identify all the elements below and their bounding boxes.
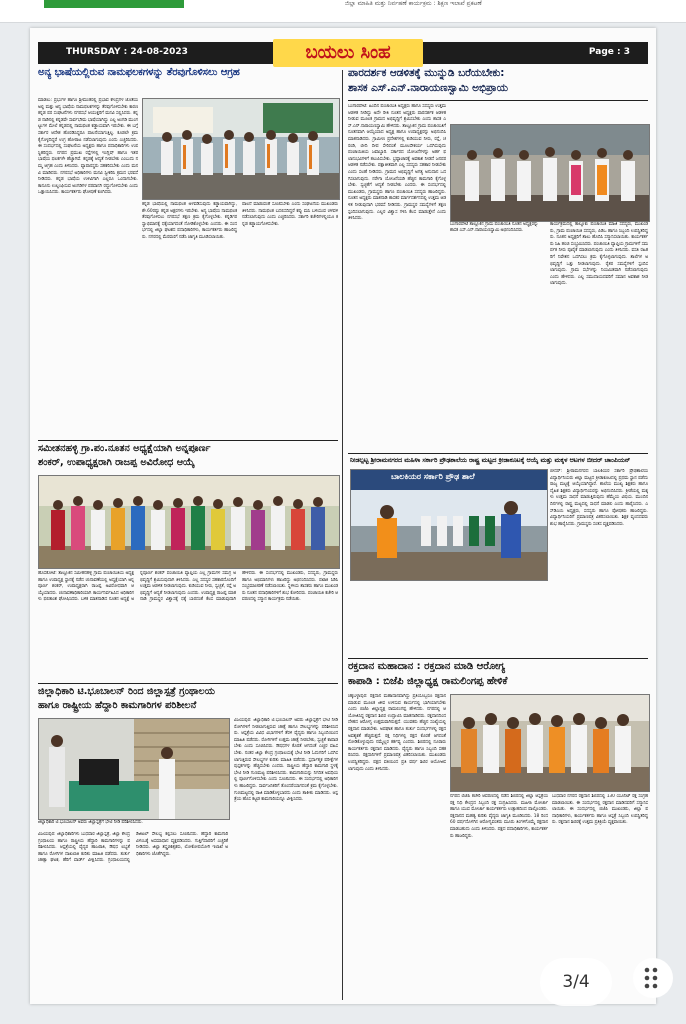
a2-body-left: ಬಂಗಾರಪೇಟೆ: ಹಿಂದಿನ ಪಂಚಾಯಿತಿ ಅಧ್ಯಕ್ಷರು ಹಾಗೂ ಸದಸ್ಯರು ಉತ್ತಮ ಆಡಳಿತ ನೀಡಿದ್ದು ಅದೇ ರೀತಿ ನೂತನ ಅಧ್ಯಕ್ಷರು ಪಾರದರ್ಶಕ ಆಡಳಿತ ನೀಡುವ ಮೂಲಕ ಗ್ರಾಮದ ಅಭಿವೃದ್ಧಿಗೆ ಶ್ರಮಿಸಬೇಕು ಎಂದು ಶಾಸಕ ಎಸ್.ಎನ್.ನಾರಾಯಣಸ್ವಾಮಿ ಹೇಳಿದರು. ತಾಲ್ಲೂಕಿನ ಗ್ರಾಮ ಪಂಚಾಯಿತಿಗೆ ನೂತನವಾಗಿ ಆಯ್ಕೆಯಾದ ಅಧ್ಯಕ್ಷ ಹಾಗೂ ಉಪಾಧ್ಯಕ್ಷರನ್ನು ಅಭಿನಂದಿಸಿ ಮಾತನಾಡಿದರು. ಗ್ರಾಮೀಣ ಪ್ರದೇಶಗಳಲ್ಲಿ ಕುಡಿಯುವ ನೀರು, ರಸ್ತೆ, ಚರಂಡಿ, ಬೀದಿ ದೀಪ ಸೇರಿದಂತೆ ಮೂಲಸೌಕರ್ಯ ಒದಗಿಸುವುದು ಪಂಚಾಯಿತಿಯ ಜವಾಬ್ದಾರಿ. ಸರ್ಕಾರದ ಯೋಜನೆಗಳನ್ನು ಅರ್ಹ ಫಲಾನುಭವಿಗಳಿಗೆ ತಲುಪಿಸಬೇಕು. ಭ್ರಷ್ಟಾಚಾರಕ್ಕೆ ಅವಕಾಶ ನೀಡದೆ ಜನಪರ ಆಡಳಿತ ನಡೆಸಬೇಕು. ಪಕ್ಷಾತೀತವಾಗಿ ಎಲ್ಲ ಸದಸ್ಯರು ಸಹಕಾರ ನೀಡಬೇಕು ಎಂದು ಸಲಹೆ ನೀಡಿದರು. ಗ್ರಾಮದ ಅಭಿವೃದ್ಧಿಗೆ ಅಗತ್ಯ ಅನುದಾನ ಒದಗಿಸಲಾಗುವುದು. ನರೇಗಾ ಯೋಜನೆಯಡಿ ಹೆಚ್ಚಿನ ಕಾಮಗಾರಿ ಕೈಗೊಳ್ಳಬೇಕು. ಸ್ವಚ್ಛತೆಗೆ ಆದ್ಯತೆ ನೀಡಬೇಕು ಎಂದರು. ಈ ಸಂದರ್ಭದಲ್ಲಿ ಮುಖಂಡರು, ಗ್ರಾಮಸ್ಥರು ಹಾಗೂ ಪಂಚಾಯಿತಿ ಸದಸ್ಯರು ಹಾಜರಿದ್ದರು. ನೂತನ ಅಧ್ಯಕ್ಷರು ಮಾತನಾಡಿ ಶಾಸಕರ ಮಾರ್ಗದರ್ಶನದಲ್ಲಿ ಉತ್ತಮ ಆಡಳಿತ ನೀಡುವುದಾಗಿ ಭರವಸೆ ನೀಡಿದರು. ಗ್ರಾಮಸ್ಥರ ಸಮಸ್ಯೆಗಳಿಗೆ ತಕ್ಷಣ ಸ್ಪಂದಿಸಲಾಗುವುದು. ಎಲ್ಲರ ವಿಶ್ವಾಸ ಗಳಿಸಿ ಕೆಲಸ ಮಾಡುತ್ತೇನೆ ಎಂದು ತಿಳಿಸಿದರು. (348, 104, 446, 222)
a2-caption: ಬಂಗಾರಪೇಟೆ ತಾಲ್ಲೂಕಿನ ಗ್ರಾಮ ಪಂಚಾಯಿತಿ ನೂತನ ಅಧ್ಯಕ್ಷರನ್ನು ಶಾಸಕ ಎಸ್.ಎನ್.ನಾರಾಯಣಸ್ವಾಮಿ ಅಭಿನಂದಿಸಿದರು. (450, 222, 539, 233)
a6-body-mid: ನಗರದ ಬಿಜೆಪಿ ಕಚೇರಿ ಆವರಣದಲ್ಲಿ ನಡೆದ ಶಿಬಿರದಲ್ಲಿ ಜಿಲ್ಲಾ ಆಸ್ಪತ್ರೆಯ ರಕ್ತ ನಿಧಿ ಕೇಂದ್ರದ ಸಿಬ್ಬಂದಿ ರಕ್ತ ಸಂಗ್ರಹಿಸಿದರು. ಮಹಿಳಾ ಮೋರ್ಚಾ ಹಾಗೂ ಯುವ ಮೋರ್ಚಾ ಕಾರ್ಯಕರ್ತರು ಉತ್ಸಾಹದಿಂದ ಪಾಲ್ಗೊಂಡರು. ರಕ್ತದಾನದ ಮಹತ್ವ ಕುರಿತು ವೈದ್ಯರು ಜಾಗೃತಿ ಮೂಡಿಸಿದರು. 18 ರಿಂದ 60 ವರ್ಷದೊಳಗಿನ ಆರೋಗ್ಯವಂತರು ಮೂರು ತಿಂಗಳಿಗೊಮ್ಮೆ ರಕ್ತದಾನ ಮಾಡಬಹುದು ಎಂದು ತಿಳಿಸಿದರು. ಪಕ್ಷದ ಪದಾಧಿಕಾರಿಗಳು, ಕಾರ್ಯಕರ್ತರು ಹಾಜರಿದ್ದರು. (450, 794, 548, 839)
a5-headline-line1: ಜಿಲ್ಲಾಧಿಕಾರಿ ಟಿ.ಭೂಬಾಲನ್ ರಿಂದ ಜಿಲ್ಲಾಸ್ಪತ್ರೆ ಗ್ರಂಥಾಲಯ (38, 686, 216, 697)
a4-body-right: ಬೀದರ್: ಶ್ರೀರಾಮನಗರದ ಬಾಲಕಿಯರ ಸರ್ಕಾರಿ ಪ್ರೌಢಶಾಲೆಯ ವಿದ್ಯಾರ್ಥಿನಿಯರು ಜಿಲ್ಲಾ ಮಟ್ಟದ ಕ್ರೀಡಾಕೂಟದಲ್ಲಿ ಪ್ರಥಮ ಸ್ಥಾನ ಪಡೆದು ರಾಜ್ಯ ಮಟ್ಟಕ್ಕೆ ಆಯ್ಕೆಯಾಗಿದ್ದಾರೆ. ಶಾಲೆಯ ಮುಖ್ಯ ಶಿಕ್ಷಕರು ಹಾಗೂ ದೈಹಿಕ ಶಿಕ್ಷಕರು ವಿದ್ಯಾರ್ಥಿನಿಯರನ್ನು ಅಭಿನಂದಿಸಿದರು. ಕ್ರೀಡೆಯಲ್ಲಿ ಮಕ್ಕಳು ಉತ್ತಮ ಸಾಧನೆ ಮಾಡುತ್ತಿರುವುದು ಹೆಮ್ಮೆಯ ವಿಷಯ. ಮುಂದಿನ ದಿನಗಳಲ್ಲಿ ರಾಷ್ಟ್ರ ಮಟ್ಟದಲ್ಲಿ ಸಾಧನೆ ಮಾಡಲಿ ಎಂದು ಹಾರೈಸಿದರು. ಎಸ್‌ಡಿಎಂಸಿ ಅಧ್ಯಕ್ಷರು, ಸದಸ್ಯರು ಹಾಗೂ ಪೋಷಕರು ಹಾಜರಿದ್ದರು. ವಿದ್ಯಾರ್ಥಿನಿಯರಿಗೆ ಪ್ರಮಾಣಪತ್ರ ವಿತರಿಸಲಾಯಿತು. ಶಿಕ್ಷಕ ವೃಂದದವರು ಶುಭ ಹಾರೈಸಿದರು. ಗ್ರಾಮಸ್ಥರು ಸಂತಸ ವ್ಯಕ್ತಪಡಿಸಿದರು. (550, 469, 648, 527)
a5-headline-line2: ಹಾಗೂ ರಾಷ್ಟ್ರೀಯ ಹೆದ್ದಾರಿ ಕಾಮಗಾರಿಗಳ ಪರಿಶೀಲನೆ (38, 700, 197, 711)
a1-body-mid: ಕನ್ನಡ ಭಾಷೆಯಲ್ಲಿ ನಾಮಫಲಕ ಅಳವಡಿಸುವುದು ಕಡ್ಡಾಯವಾಗಿದ್ದು, ಶೇ.60ರಷ್ಟು ಕನ್ನಡ ಅಕ್ಷರಗಳು ಇರಬೇಕು. ಅನ್ಯ ಭಾಷೆಯ ನಾಮಫಲಕ ತೆರವುಗೊಳಿಸಲು ನಗರಸಭೆ ತಕ್ಷಣ ಕ್ರಮ ಕೈಗೊಳ್ಳಬೇಕು. ಕನ್ನಡಿಗರ ಸ್ವಾಭಿಮಾನಕ್ಕೆ ಧಕ್ಕೆಯಾಗದಂತೆ ನೋಡಿಕೊಳ್ಳಬೇಕು ಎಂದರು. ಈ ಸಂದರ್ಭದಲ್ಲಿ ಜಿಲ್ಲಾ ಘಟಕದ ಪದಾಧಿಕಾರಿಗಳು, ಕಾರ್ಯಕರ್ತರು ಹಾಜರಿದ್ದರು. ನಗರದಲ್ಲಿ ಮೆರವಣಿಗೆ ನಡೆಸಿ ಜಾಗೃತಿ ಮೂಡಿಸಲಾಯಿತು. (142, 202, 237, 240)
a3-body: ಹೊಸಕೋಟೆ: ತಾಲ್ಲೂಕಿನ ಸಮೀತನಹಳ್ಳಿ ಗ್ರಾಮ ಪಂಚಾಯಿತಿಯ ಅಧ್ಯಕ್ಷ ಹಾಗೂ ಉಪಾಧ್ಯಕ್ಷ ಸ್ಥಾನಕ್ಕೆ ನಡೆದ ಚುನಾವಣೆಯಲ್ಲಿ ಅಧ್ಯಕ್ಷೆಯಾಗಿ ಅನ್ನಪೂರ್ಣ ಶಂಕರ್, ಉಪಾಧ್ಯಕ್ಷರಾಗಿ ರಾಜಪ್ಪ ಅವಿರೋಧವಾಗಿ ಆಯ್ಕೆಯಾದರು. ಚುನಾವಣಾಧಿಕಾರಿಯಾಗಿ ಕಾರ್ಯನಿರ್ವಹಿಸಿದ ಅಧಿಕಾರಿಗಳು ಫಲಿತಾಂಶ ಘೋಷಿಸಿದರು. ಬಳಿಕ ಮಾತನಾಡಿದ ನೂತನ ಅಧ್ಯಕ್ಷೆ ಅನ್ನಪೂರ್ಣ ಶಂಕರ್ ಪಂಚಾಯಿತಿ ವ್ಯಾಪ್ತಿಯ ಎಲ್ಲ ಗ್ರಾಮಗಳ ಸಮಗ್ರ ಅಭಿವೃದ್ಧಿಗೆ ಶ್ರಮಿಸುವುದಾಗಿ ತಿಳಿಸಿದರು. ಎಲ್ಲ ಸದಸ್ಯರ ಸಹಕಾರದೊಂದಿಗೆ ಉತ್ತಮ ಆಡಳಿತ ನೀಡಲಾಗುವುದು. ಕುಡಿಯುವ ನೀರು, ಸ್ವಚ್ಛತೆ, ರಸ್ತೆ ಅಭಿವೃದ್ಧಿಗೆ ಆದ್ಯತೆ ನೀಡಲಾಗುವುದು ಎಂದರು. ಉಪಾಧ್ಯಕ್ಷ ರಾಜಪ್ಪ ಮಾತನಾಡಿ ಗ್ರಾಮಸ್ಥರ ವಿಶ್ವಾಸಕ್ಕೆ ಧಕ್ಕೆ ಬಾರದಂತೆ ಕೆಲಸ ಮಾಡುವುದಾಗಿ ಹೇಳಿದರು. ಈ ಸಂದರ್ಭದಲ್ಲಿ ಮುಖಂಡರು, ಸದಸ್ಯರು, ಗ್ರಾಮಸ್ಥರು ಹಾಗೂ ಅಭಿಮಾನಿಗಳು ಹಾಜರಿದ್ದು ಅಭಿನಂದಿಸಿದರು. ಪಟಾಕಿ ಸಿಡಿಸಿ ಸಂಭ್ರಮಾಚರಣೆ ನಡೆಸಲಾಯಿತು. ಸ್ಥಳೀಯ ಶಾಸಕರು ಹಾಗೂ ಮುಖಂಡರು ನೂತನ ಪದಾಧಿಕಾರಿಗಳಿಗೆ ಶುಭ ಕೋರಿದರು. ಪಂಚಾಯಿತಿ ಕಚೇರಿ ಆವರಣದಲ್ಲಿ ಸನ್ಮಾನ ಕಾರ್ಯಕ್ರಮ ನಡೆಯಿತು. (38, 571, 338, 603)
a1-photo (142, 98, 340, 200)
column-divider (342, 70, 343, 1000)
page-indicator[interactable]: 3/4 (540, 958, 612, 1006)
a6-photo (450, 694, 650, 792)
a1-body-left: ಮಾಡಲು: ಪ್ರಭುಗಳ ಹಾಗೂ ಶ್ರೀಮಂತರಲ್ಲಿ ಪ್ರಭಾವ ಕೇಂದ್ರಗಳ ಜೊತೆಯ ಅಲ್ಲಿ ಮತ್ತು ಅನ್ಯ ಭಾಷೆಯ ನಾಮಫಲಕಗಳನ್ನು ತೆರವುಗೊಳಿಸಬೇಕು ಕಾರಣ ಕನ್ನಡ ಪರ ಸಂಘಟನೆಗಳು ನಗರಸಭೆ ಆಯುಕ್ತರಿಗೆ ಮನವಿ ಸಲ್ಲಿಸಿದರು. ಕನ್ನಡ ನಾಡಿನಲ್ಲಿ ಕನ್ನಡವೇ ಸಾರ್ವಭೌಮ ಭಾಷೆಯಾಗಿದ್ದು ಎಲ್ಲ ಅಂಗಡಿ ಮುಂಗಟ್ಟುಗಳ ಮೇಲೆ ಕನ್ನಡದಲ್ಲಿ ನಾಮಫಲಕ ಕಡ್ಡಾಯವಾಗಿ ಇರಬೇಕು. ಈ ಬಗ್ಗೆ ಸರ್ಕಾರ ಆದೇಶ ಹೊರಡಿಸಿದ್ದರೂ ಪಾಲನೆಯಾಗುತ್ತಿಲ್ಲ. ಕೂಡಲೇ ಕ್ರಮ ಕೈಗೊಳ್ಳದಿದ್ದರೆ ಉಗ್ರ ಹೋರಾಟ ನಡೆಸಲಾಗುವುದು ಎಂದು ಎಚ್ಚರಿಸಿದರು. ಈ ಸಂದರ್ಭದಲ್ಲಿ ಸಂಘಟನೆಯ ಅಧ್ಯಕ್ಷರು ಹಾಗೂ ಪದಾಧಿಕಾರಿಗಳು ಉಪಸ್ಥಿತರಿದ್ದರು. ನಗರದ ಪ್ರಮುಖ ರಸ್ತೆಗಳಲ್ಲಿ ಇಂಗ್ಲಿಷ್ ಹಾಗೂ ಇತರ ಭಾಷೆಯ ಫಲಕಗಳೇ ಹೆಚ್ಚಾಗಿವೆ. ಕನ್ನಡಕ್ಕೆ ಆದ್ಯತೆ ನೀಡಬೇಕು ಎಂಬುದು ನಮ್ಮ ಆಗ್ರಹ ಎಂದು ತಿಳಿಸಿದರು. ವ್ಯಾಪಾರಸ್ಥರು ಸಹಕರಿಸಬೇಕು ಎಂದು ಮನವಿ ಮಾಡಿದರು. ನಗರಸಭೆ ಅಧಿಕಾರಿಗಳು ಮನವಿ ಸ್ವೀಕರಿಸಿ ಕ್ರಮದ ಭರವಸೆ ನೀಡಿದರು. ಕನ್ನಡ ಭಾಷೆಯ ಉಳಿವಿಗಾಗಿ ಎಲ್ಲರೂ ಒಂದಾಗಬೇಕು. ಕಾನೂನು ಉಲ್ಲಂಘಿಸುವ ಅಂಗಡಿಗಳ ಪರವಾನಗಿ ರದ್ದುಗೊಳಿಸಬೇಕು ಎಂದು ಒತ್ತಾಯಿಸಿದರು. ಕಾರ್ಯಕರ್ತರು ಘೋಷಣೆ ಕೂಗಿದರು. (38, 98, 138, 196)
a6-body-right: ಬುಧವಾರ ನಗರದ ರಕ್ತದಾನ ಶಿಬಿರದಲ್ಲಿ 130 ಯೂನಿಟ್ ರಕ್ತ ಸಂಗ್ರಹ ಮಾಡಲಾಯಿತು. ಈ ಸಂದರ್ಭದಲ್ಲಿ ರಕ್ತದಾನ ಮಾಡಿದವರಿಗೆ ಸನ್ಮಾನಿಸಲಾಯಿತು. ಈ ಸಂದರ್ಭದಲ್ಲಿ ಬಿಜೆಪಿ ಮುಖಂಡರು, ಜಿಲ್ಲಾ ಪದಾಧಿಕಾರಿಗಳು, ಕಾರ್ಯಕರ್ತರು ಹಾಗೂ ಆಸ್ಪತ್ರೆ ಸಿಬ್ಬಂದಿ ಉಪಸ್ಥಿತರಿದ್ದರು. ರಕ್ತದಾನ ಶಿಬಿರಕ್ಕೆ ಉತ್ತಮ ಪ್ರತಿಕ್ರಿಯೆ ವ್ಯಕ್ತವಾಯಿತು. (552, 794, 648, 826)
masthead-page: Page : 3 (588, 47, 630, 57)
a4-photo (350, 469, 548, 581)
viewer-top-text: ಜಿಲ್ಲಾ ಮಾಹಿತಿ ಮತ್ತು ನಿರ್ವಹಣೆ ಕಾರ್ಯಕ್ರಮ : ಶಿಕ್ಷಣ ಇಲಾಖೆ ಪ್ರಕಟಣೆ (345, 0, 482, 7)
a3-rule (38, 683, 338, 684)
a6-headline-line1: ರಕ್ತದಾನ ಮಹಾದಾನ : ರಕ್ತದಾನ ಮಾಡಿ ಆರೋಗ್ಯ (348, 661, 505, 672)
a4-top-rule (348, 453, 648, 454)
viewer-top-bar (0, 0, 686, 23)
a5-body-left: ವಿಜಯಪುರ: ಜಿಲ್ಲಾಧಿಕಾರಿಗಳು ಬುಧವಾರ ಜಿಲ್ಲಾಸ್ಪತ್ರೆ, ಜಿಲ್ಲಾ ಕೇಂದ್ರ ಗ್ರಂಥಾಲಯ ಹಾಗೂ ರಾಷ್ಟ್ರೀಯ ಹೆದ್ದಾರಿ ಕಾಮಗಾರಿಗಳನ್ನು ಪರಿಶೀಲಿಸಿದರು. ಆಸ್ಪತ್ರೆಯಲ್ಲಿ ವೈದ್ಯರ ಹಾಜರಾತಿ, ಔಷಧ ಲಭ್ಯತೆ ಹಾಗೂ ರೋಗಿಗಳ ದಾಖಲಾತಿ ಕುರಿತು ಮಾಹಿತಿ ಪಡೆದರು. ತುರ್ತು ಚಿಕಿತ್ಸಾ ಘಟಕ, ಹೆರಿಗೆ ವಾರ್ಡ್ ವೀಕ್ಷಿಸಿದರು. ಗ್ರಂಥಾಲಯದಲ್ಲಿ ಡಿಜಿಟಲ್ ಸೌಲಭ್ಯ ಕಲ್ಪಿಸಲು ಸೂಚಿಸಿದರು. ಹೆದ್ದಾರಿ ಕಾಮಗಾರಿ ವಿಳಂಬಕ್ಕೆ ಅಸಮಾಧಾನ ವ್ಯಕ್ತಪಡಿಸಿದರು. ಗುತ್ತಿಗೆದಾರರಿಗೆ ಎಚ್ಚರಿಕೆ ನೀಡಿದರು. ಜಿಲ್ಲಾ ಶಸ್ತ್ರಚಿಕಿತ್ಸಕರು, ಲೋಕೋಪಯೋಗಿ ಇಲಾಖೆ ಅಧಿಕಾರಿಗಳು ಜೊತೆಗಿದ್ದರು. (38, 832, 228, 864)
a3-headline-line2: ಶಂಕರ್, ಉಪಾಧ್ಯಕ್ಷರಾಗಿ ರಾಜಪ್ಪ ಅವಿರೋಧ ಆಯ್ಕೆ (38, 457, 195, 468)
a3-photo (38, 475, 340, 569)
a5-caption: ಜಿಲ್ಲಾಧಿಕಾರಿ ಟಿ.ಭೂಬಾಲನ್ ಅವರು ಜಿಲ್ಲಾಸ್ಪತ್ರೆಗೆ ಭೇಟಿ ನೀಡಿ ಪರಿಶೀಲಿಸಿದರು. (38, 820, 143, 825)
a4-banner: ನೀಡಲ್ಪಟ್ಟ ಶ್ರೀರಾಮನಗರದ ಮಹಿಳಾ ಸರ್ಕಾರಿ ಪ್ರೌಢಶಾಲೆಯ ರಾಷ್ಟ್ರ ಮಟ್ಟದ ಕ್ರೀಡಾಕೂಟಕ್ಕೆ ಆಯ್ಕೆ ಮತ್ತು ಮಕ್ಕಳ ಆಟಗಳ ಬೀದರ್ ಚಾಂಪಿಯನ್ (350, 457, 631, 464)
a2-headline-rule (348, 100, 648, 101)
a2-photo (450, 124, 650, 222)
a2-body-right: ಕಾರ್ಯಕ್ರಮದಲ್ಲಿ ತಾಲ್ಲೂಕು ಪಂಚಾಯಿತಿ ಮಾಜಿ ಸದಸ್ಯರು, ಮುಖಂಡರು, ಗ್ರಾಮ ಪಂಚಾಯಿತಿ ಸದಸ್ಯರು, ಪಿಡಿಒ ಹಾಗೂ ಸಿಬ್ಬಂದಿ ಉಪಸ್ಥಿತರಿದ್ದರು. ನೂತನ ಅಧ್ಯಕ್ಷರಿಗೆ ಶಾಲು ಹೊದಿಸಿ ಸನ್ಮಾನಿಸಲಾಯಿತು. ಕಾರ್ಯಕರ್ತರು ಸಿಹಿ ಹಂಚಿ ಸಂಭ್ರಮಿಸಿದರು. ಪಂಚಾಯಿತಿ ವ್ಯಾಪ್ತಿಯ ಗ್ರಾಮಗಳಿಗೆ ಸಮರ್ಪಕ ನೀರು ಪೂರೈಕೆ ಮಾಡಲಾಗುವುದು ಎಂದು ತಿಳಿಸಿದರು. ವಸತಿ ರಹಿತರಿಗೆ ನಿವೇಶನ ಒದಗಿಸಲು ಕ್ರಮ ಕೈಗೊಳ್ಳಲಾಗುವುದು. ಶಾಲೆಗಳ ಅಭಿವೃದ್ಧಿಗೆ ಒತ್ತು ನೀಡಲಾಗುವುದು. ರೈತರ ಸಮಸ್ಯೆಗಳಿಗೆ ಸ್ಪಂದಿಸಲಾಗುವುದು. ಗ್ರಾಮ ಸಭೆಗಳನ್ನು ನಿಯಮಿತವಾಗಿ ನಡೆಸಲಾಗುವುದು ಎಂದು ಹೇಳಿದರು. ಎಲ್ಲ ಸಮುದಾಯದವರಿಗೆ ಸಮಾನ ಅವಕಾಶ ನೀಡಲಾಗುವುದು. (550, 222, 648, 287)
a6-top-rule (348, 658, 648, 659)
newspaper-page (30, 28, 656, 1004)
a1-headline: ಅನ್ಯ ಭಾಷೆಯಲ್ಲಿರುವ ನಾಮಫಲಕಗಳನ್ನು ತೆರವುಗೊಳಿಸಲು ಆಗ್ರಹ (38, 67, 240, 78)
viewer-top-accent (44, 0, 184, 8)
a5-body-mid: ವಿಜಯಪುರ: ಜಿಲ್ಲಾಧಿಕಾರಿ ಟಿ.ಭೂಬಾಲನ್ ಅವರು ಜಿಲ್ಲಾಸ್ಪತ್ರೆಗೆ ಭೇಟಿ ನೀಡಿ ರೋಗಿಗಳಿಗೆ ನೀಡಲಾಗುತ್ತಿರುವ ಚಿಕಿತ್ಸೆ ಹಾಗೂ ಸೌಲಭ್ಯಗಳನ್ನು ಪರಿಶೀಲಿಸಿದರು. ಆಸ್ಪತ್ರೆಯ ವಿವಿಧ ವಿಭಾಗಗಳಿಗೆ ತೆರಳಿ ವೈದ್ಯರು ಹಾಗೂ ಸಿಬ್ಬಂದಿಯಿಂದ ಮಾಹಿತಿ ಪಡೆದರು. ರೋಗಿಗಳಿಗೆ ಉತ್ತಮ ಚಿಕಿತ್ಸೆ ನೀಡಬೇಕು, ಸ್ವಚ್ಛತೆ ಕಾಪಾಡಬೇಕು ಎಂದು ಸೂಚಿಸಿದರು. ಔಷಧಗಳ ಕೊರತೆ ಆಗದಂತೆ ಎಚ್ಚರ ವಹಿಸಬೇಕು. ನಂತರ ಜಿಲ್ಲಾ ಕೇಂದ್ರ ಗ್ರಂಥಾಲಯಕ್ಕೆ ಭೇಟಿ ನೀಡಿ ಓದುಗರಿಗೆ ಒದಗಿಸಲಾಗುತ್ತಿರುವ ಸೌಲಭ್ಯಗಳ ಕುರಿತು ಮಾಹಿತಿ ಪಡೆದರು. ಸ್ಪರ್ಧಾತ್ಮಕ ಪರೀಕ್ಷೆಗಳ ಪುಸ್ತಕಗಳನ್ನು ಹೆಚ್ಚಿಸಬೇಕು ಎಂದರು. ರಾಷ್ಟ್ರೀಯ ಹೆದ್ದಾರಿ ಕಾಮಗಾರಿ ಸ್ಥಳಕ್ಕೆ ಭೇಟಿ ನೀಡಿ ಗುಣಮಟ್ಟ ಪರಿಶೀಲಿಸಿದರು. ಕಾಮಗಾರಿಯನ್ನು ನಿಗದಿತ ಅವಧಿಯಲ್ಲಿ ಪೂರ್ಣಗೊಳಿಸಬೇಕು ಎಂದು ಸೂಚಿಸಿದರು. ಈ ಸಂದರ್ಭದಲ್ಲಿ ಅಧಿಕಾರಿಗಳು ಹಾಜರಿದ್ದರು. ಸಾರ್ವಜನಿಕರಿಗೆ ತೊಂದರೆಯಾಗದಂತೆ ಕ್ರಮ ಕೈಗೊಳ್ಳಬೇಕು. ಗುಣಮಟ್ಟದಲ್ಲಿ ರಾಜಿ ಮಾಡಿಕೊಳ್ಳಬಾರದು ಎಂದು ತಾಕೀತು ಮಾಡಿದರು. ಆಸ್ಪತ್ರೆಯ ಹೊಸ ಕಟ್ಟಡ ಕಾಮಗಾರಿಯನ್ನೂ ವೀಕ್ಷಿಸಿದರು. (234, 718, 338, 803)
masthead (38, 42, 648, 64)
masthead-title: ಬಯಲು ಸಿಂಹ (273, 39, 423, 67)
a6-body-left: ಚಿಕ್ಕಬಳ್ಳಾಪುರ: ರಕ್ತದಾನ ಮಹಾದಾನವಾಗಿದ್ದು ಪ್ರತಿಯೊಬ್ಬರೂ ರಕ್ತದಾನ ಮಾಡುವ ಮೂಲಕ ಜೀವ ಉಳಿಸುವ ಕಾರ್ಯದಲ್ಲಿ ಭಾಗಿಯಾಗಬೇಕು ಎಂದು ಬಿಜೆಪಿ ಜಿಲ್ಲಾಧ್ಯಕ್ಷ ರಾಮಲಿಂಗಪ್ಪ ಹೇಳಿದರು. ನಗರದಲ್ಲಿ ಆಯೋಜಿಸಿದ್ದ ರಕ್ತದಾನ ಶಿಬಿರ ಉದ್ಘಾಟಿಸಿ ಮಾತನಾಡಿದರು. ರಕ್ತದಾನದಿಂದ ದೇಹದ ಆರೋಗ್ಯ ಉತ್ತಮವಾಗಿರುತ್ತದೆ. ಯುವಕರು ಹೆಚ್ಚಿನ ಸಂಖ್ಯೆಯಲ್ಲಿ ರಕ್ತದಾನ ಮಾಡಬೇಕು. ಅಪಘಾತ ಹಾಗೂ ತುರ್ತು ಸಂದರ್ಭಗಳಲ್ಲಿ ರಕ್ತದ ಅವಶ್ಯಕತೆ ಹೆಚ್ಚಿರುತ್ತದೆ. ರಕ್ತ ನಿಧಿಗಳಲ್ಲಿ ರಕ್ತದ ಕೊರತೆ ಆಗದಂತೆ ನೋಡಿಕೊಳ್ಳುವುದು ನಮ್ಮೆಲ್ಲರ ಕರ್ತವ್ಯ ಎಂದರು. ಶಿಬಿರದಲ್ಲಿ ನೂರಾರು ಕಾರ್ಯಕರ್ತರು ರಕ್ತದಾನ ಮಾಡಿದರು. ವೈದ್ಯರು ಹಾಗೂ ಸಿಬ್ಬಂದಿ ಸಹಕರಿಸಿದರು. ರಕ್ತದಾನಿಗಳಿಗೆ ಪ್ರಮಾಣಪತ್ರ ವಿತರಿಸಲಾಯಿತು. ಮುಖಂಡರು ಉಪಸ್ಥಿತರಿದ್ದರು. ಪಕ್ಷದ ವತಿಯಿಂದ ಪ್ರತಿ ವರ್ಷ ಶಿಬಿರ ಆಯೋಜಿಸಲಾಗುವುದು ಎಂದು ತಿಳಿಸಿದರು. (348, 694, 446, 772)
a2-headline-line2: ಶಾಸಕ ಎಸ್.ಎನ್.ನಾರಾಯಣಸ್ವಾಮಿ ಅಭಿಪ್ರಾಯ (348, 82, 508, 94)
a1-rule (38, 440, 338, 441)
a5-photo (38, 718, 230, 820)
a2-headline-line1: ಪಾರದರ್ಶಕ ಆಡಳಿತಕ್ಕೆ ಮುನ್ನುಡಿ ಬರೆಯಬೇಕು: (348, 67, 505, 79)
grid-menu-icon[interactable] (633, 958, 673, 998)
a3-headline-line1: ಸಮೀತನಹಳ್ಳಿ ಗ್ರಾ.ಪಂ.ನೂತನ ಅಧ್ಯಕ್ಷೆಯಾಗಿ ಅನ್ನಪೂರ್ಣ (38, 443, 211, 454)
a6-headline-line2: ಕಾಪಾಡಿ : ಬಿಜೆಪಿ ಜಿಲ್ಲಾಧ್ಯಕ್ಷ ರಾಮಲಿಂಗಪ್ಪ ಹೇಳಿಕೆ (348, 676, 508, 687)
a1-body-right: ಪಾಲನೆ ಮಾಡುವಂತೆ ಸೂಚಿಸಬೇಕು ಎಂದು ಸಂಘಟನೆಯ ಮುಖಂಡರು ತಿಳಿಸಿದರು. ನಾಮಫಲಕ ಬದಲಿಸದಿದ್ದರೆ ಕಪ್ಪು ಮಸಿ ಬಳಿಯುವ ಚಳವಳಿ ನಡೆಸಲಾಗುವುದು ಎಂದು ಎಚ್ಚರಿಸಿದರು. ಸರ್ಕಾರಿ ಕಚೇರಿಗಳಲ್ಲಿಯೂ ಕನ್ನಡ ಕಡ್ಡಾಯಗೊಳಿಸಬೇಕು. (242, 202, 338, 227)
masthead-date: THURSDAY : 24-08-2023 (66, 47, 188, 57)
a4-photo-board-text: ಬಾಲಕಿಯರ ಸರ್ಕಾರಿ ಪ್ರೌಢ ಶಾಲೆ (391, 472, 475, 481)
